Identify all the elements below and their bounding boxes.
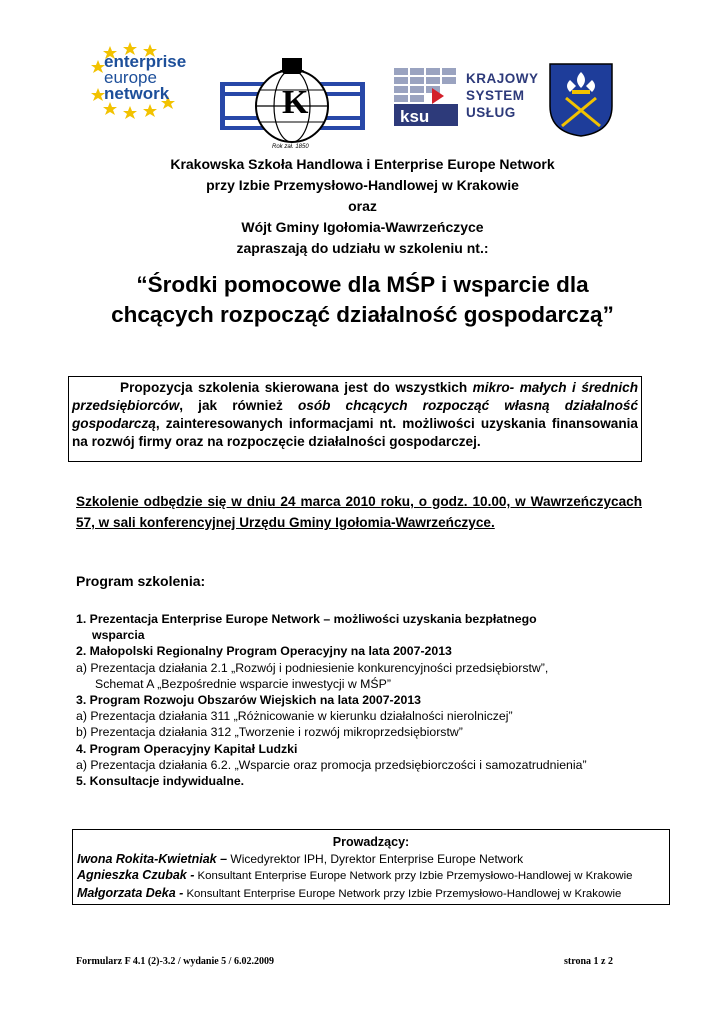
program-item-1-cont: wsparcia [92,628,145,643]
program-item-2a-cont: Schemat A „Bezpośrednie wsparcie inwestycji w MŚP” [95,676,391,691]
speaker-2 [77,867,665,885]
program-item-4: 4. Program Operacyjny Kapitał Ludzki [76,741,298,756]
event-date-location: Szkolenie odbędzie się w dniu 24 marca 2010 roku, o godz. 10.00, w Wawrzeńczycach 57, w sali konferencyjnej Urzędu Gminy Igołomia-Wawrzeńczyce. [76,494,642,530]
een-line3: network [104,84,170,103]
program-item-2: 2. Małopolski Regionalny Program Operacyjny na lata 2007-2013 [76,644,452,659]
speaker-1 [77,851,665,868]
intro-i2: osób chcących rozpocząć własną działalność gospodarczą [72,398,639,431]
iph-letter: K [282,84,309,121]
enterprise-europe-network-logo [90,40,205,120]
program-item-4a: a) Prezentacja działania 6.2. „Wsparcie oraz promocja przedsiębiorczości i samozatrudnienia” [76,757,587,772]
ksu-line3: USŁUG [466,105,516,120]
header-line5: zapraszają do udziału w szkoleniu nt.: [236,240,489,256]
header-line1: Krakowska Szkoła Handlowa i Enterprise Europe Network [170,156,555,172]
intro-box [68,376,642,462]
speakers-box [72,829,670,905]
shield-icon [548,62,614,138]
ksu-mark: ksu [400,107,430,126]
speaker-3-name: Małgorzata Deka - [77,885,184,900]
iph-caption: Rok zał. 1850 [272,144,309,150]
coat-of-arms-logo [548,62,614,138]
intro-p3: , zainteresowanych informacjami nt. możliwości uzyskania finansowania na rozwój firmy oraz na rozpoczęcie działalności gospodarczej. [72,416,638,449]
program-title: Program szkolenia: [76,573,206,589]
intro-p2: , jak również [179,398,298,413]
title-line2: chcących rozpocząć działalność gospodarczą” [111,302,614,327]
form-reference: Formularz F 4.1 (2)-3.2 / wydanie 5 / 6.02.2009 [76,956,274,967]
logo-bar [0,36,725,150]
ksu-grid-icon [392,66,460,128]
speaker-2-name: Agnieszka Czubak - [77,868,195,882]
iph-logo [220,56,365,154]
program-list [76,611,676,789]
speaker-1-name: Iwona Rokita-Kwietniak – [77,851,228,866]
ksu-logo [392,66,539,128]
ksu-line2: SYSTEM [466,88,525,103]
speakers-title: Prowadzący: [332,835,410,849]
header-line2: przy Izbie Przemysłowo-Handlowej w Krakowie [206,177,519,193]
program-item-3b: b) Prezentacja działania 312 „Tworzenie i rozwój mikroprzedsiębiorstw” [76,725,463,740]
program-item-1: 1. Prezentacja Enterprise Europe Network – możliwości uzyskania bezpłatnego [76,612,537,626]
ksu-line1: KRAJOWY [466,71,539,86]
speaker-3-role: Konsultant Enterprise Europe Network przy Izbie Przemysłowo-Handlowej w Krakowie [183,887,622,900]
header-line4: Wójt Gminy Igołomia-Wawrzeńczyce [241,219,484,235]
title-line1: “Środki pomocowe dla MŚP i wsparcie dla [136,272,589,297]
intro-p1: Propozycja szkolenia skierowana jest do wszystkich [120,380,473,395]
speaker-1-role: Wicedyrektor IPH, Dyrektor Enterprise Europe Network [227,851,524,866]
een-line1: enterprise [104,52,187,71]
program-item-3: 3. Program Rozwoju Obszarów Wiejskich na lata 2007-2013 [76,693,422,708]
training-title [0,270,725,330]
een-line2: europe [104,68,157,87]
speaker-3 [77,885,665,903]
intro-i1: mikro- małych i średnich przedsiębiorców [72,380,638,413]
header-line3: oraz [348,198,377,214]
program-item-2a: a) Prezentacja działania 2.1 „Rozwój i podniesienie konkurencyjności przedsiębiorstw”, [76,660,549,675]
program-item-5: 5. Konsultacje indywidualne. [76,774,245,789]
speaker-2-role: Konsultant Enterprise Europe Network przy Izbie Przemysłowo-Handlowej w Krakowie [194,870,633,882]
page-number: strona 1 z 2 [564,956,613,967]
program-item-3a: a) Prezentacja działania 311 „Różnicowanie w kierunku działalności nierolniczej” [76,709,513,724]
organizer-header [0,154,725,259]
